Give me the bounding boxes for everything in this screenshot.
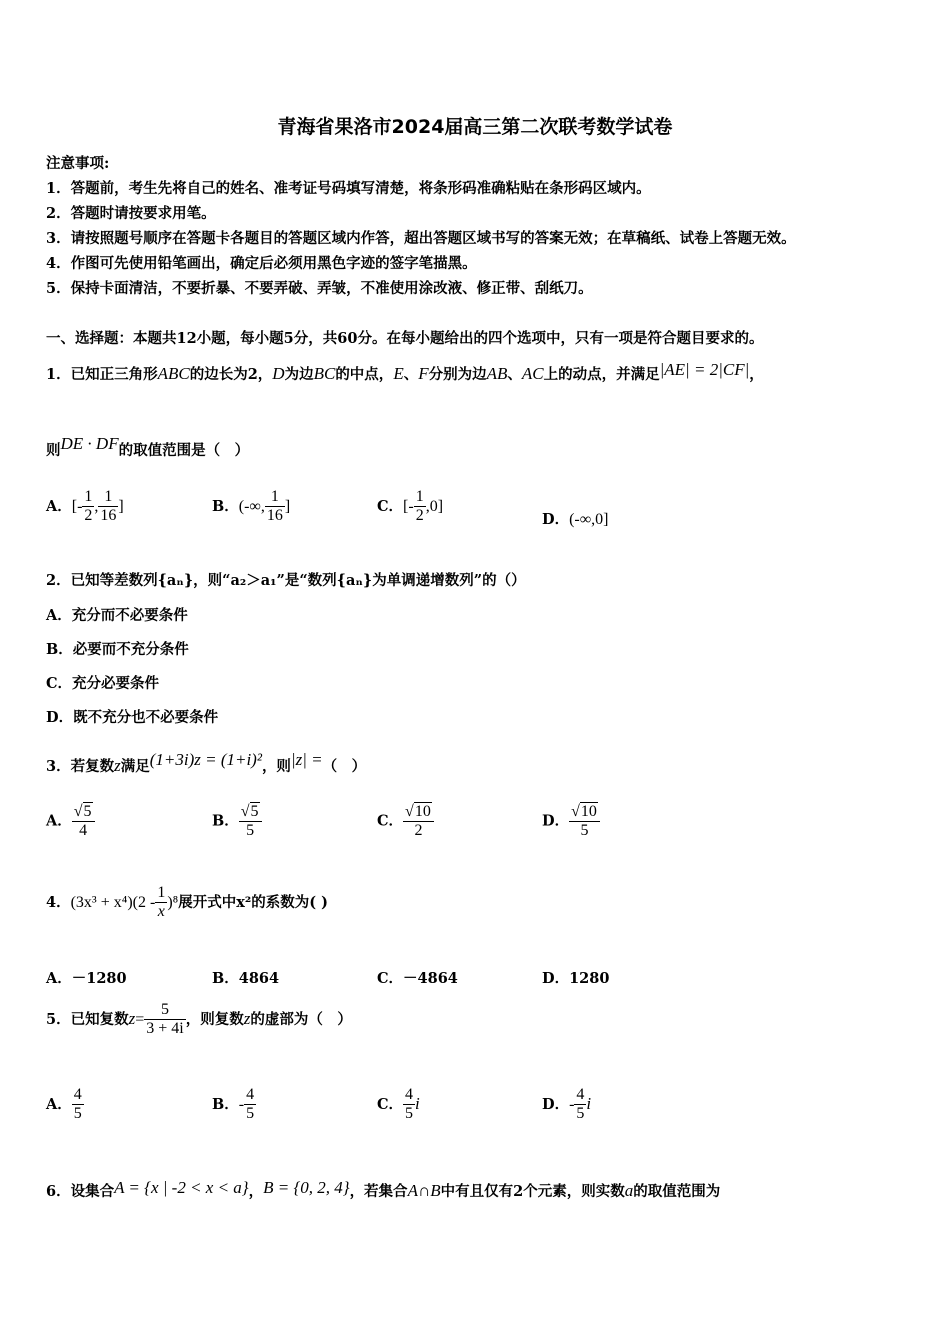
option-c[interactable]: C．[- $\frac{1}{2}$ ,0] <box>377 488 444 525</box>
question-1-stem: 1．已知正三角形ABC的边长为2，D为边BC的中点，E、F分别为边AB、AC上的动点，并满足|AE| = 2|CF|， <box>46 360 764 383</box>
option-d[interactable]: D．既不充分也不必要条件 <box>46 709 219 726</box>
option-a[interactable]: A． $\frac{√5}{4}$ <box>46 802 95 841</box>
option-b[interactable]: B．必要而不充分条件 <box>46 641 189 658</box>
option-c[interactable]: C． $\frac{√10}{2}$ <box>377 802 434 841</box>
dot-product-formula: DE · DF <box>60 434 119 453</box>
notice-item: 2．答题时请按要求用笔。 <box>46 205 216 222</box>
set-b-formula: B = {0, 2, 4} <box>263 1178 350 1197</box>
option-a[interactable]: A．[- $\frac{1}{2}$ , $\frac{1}{16}$ ] <box>46 488 124 525</box>
condition-formula: |AE| = 2|CF| <box>659 360 750 379</box>
option-c[interactable]: C．－4864 <box>377 970 458 987</box>
option-d[interactable]: D． $\frac{√10}{5}$ <box>542 802 600 841</box>
option-a[interactable]: A．－1280 <box>46 970 127 987</box>
option-d[interactable]: D．1280 <box>542 970 610 987</box>
option-b[interactable]: B．(-∞, $\frac{1}{16}$ ] <box>212 488 291 525</box>
option-b[interactable]: B．4864 <box>212 970 280 987</box>
expansion-formula: (3x³ + x⁴)(2 - <box>70 893 156 911</box>
notice-item: 1．答题前，考生先将自己的姓名、准考证号码填写清楚，将条形码准确粘贴在条形码区域内。 <box>46 180 651 197</box>
option-d[interactable]: D．- $\frac{4}{5}$ i <box>542 1086 592 1123</box>
page-title: 青海省果洛市2024届高三第二次联考数学试卷 <box>277 116 673 138</box>
option-a[interactable]: A．充分而不必要条件 <box>46 607 188 624</box>
question-4-stem: 4．(3x³ + x⁴)(2 - $\frac{1}{x}$ )⁸展开式中x²的系数为( ) <box>46 884 328 921</box>
option-d[interactable]: D．(-∞,0] <box>542 511 609 528</box>
question-2-stem: 2．已知等差数列{aₙ}，则“a₂＞a₁”是“数列{aₙ}为单调递增数列”的（） <box>46 572 526 589</box>
question-5-stem: 5．已知复数z= $\frac{5}{3 + 4i}$ ，则复数z的虚部为（ ） <box>46 1001 352 1038</box>
section-heading: 一、选择题：本题共12小题，每小题5分，共60分。在每小题给出的四个选项中，只有一项是符合题目要求的。 <box>46 330 764 347</box>
notice-heading: 注意事项: <box>46 155 110 172</box>
question-6-stem: 6．设集合A = {x | -2 < x < a}，B = {0, 2, 4}，若集合A∩B中有且仅有2个元素，则实数a的取值范围为 <box>46 1178 721 1200</box>
option-c[interactable]: C． $\frac{4}{5}$ i <box>377 1086 420 1123</box>
question-3-stem: 3．若复数z满足(1+3i)z = (1+i)²，则|z| =（ ） <box>46 750 367 775</box>
notice-item: 3．请按照题号顺序在答题卡各题目的答题区域内作答，超出答题区域书写的答案无效；在草稿纸、试卷上答题无效。 <box>46 230 796 247</box>
option-b[interactable]: B．- $\frac{4}{5}$ <box>212 1086 255 1123</box>
option-c[interactable]: C．充分必要条件 <box>46 675 160 692</box>
option-b[interactable]: B． $\frac{√5}{5}$ <box>212 802 262 841</box>
equation: (1+3i)z = (1+i)² <box>149 750 262 769</box>
question-1-stem-cont: 则DE · DF的取值范围是（ ） <box>46 434 250 459</box>
set-a-formula: A = {x | -2 < x < a} <box>114 1178 249 1197</box>
notice-item: 4．作图可先使用铅笔画出，确定后必须用黑色字迹的签字笔描黑。 <box>46 255 477 272</box>
notice-item: 5．保持卡面清洁，不要折暴、不要弄破、弄皱，不准使用涂改液、修正带、刮纸刀。 <box>46 280 593 297</box>
option-a[interactable]: A． $\frac{4}{5}$ <box>46 1086 82 1123</box>
